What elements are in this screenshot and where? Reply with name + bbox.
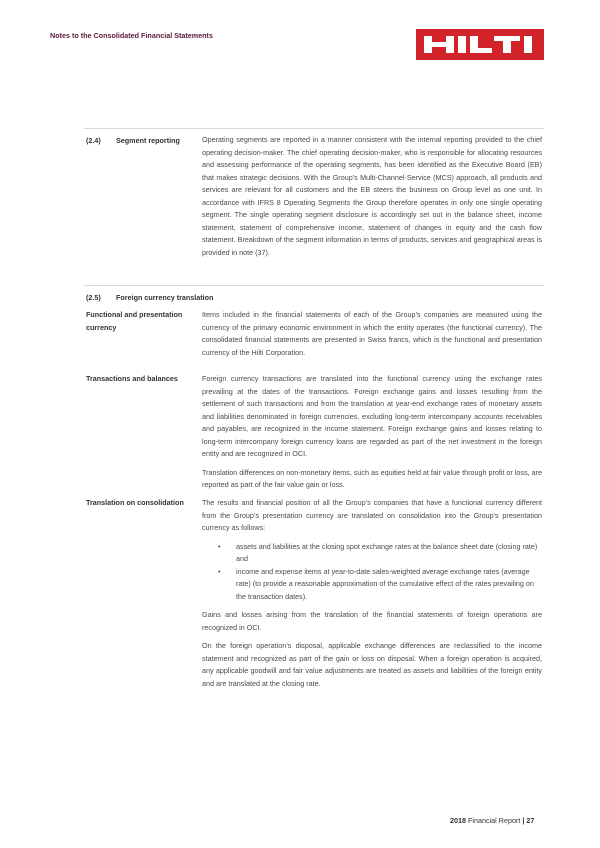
paragraph: Gains and losses arising from the translation of the financial statements of foreign operations are recognized in OCI. <box>202 610 542 632</box>
bullet-text: income and expense items at year-to-date sales-weighted average exchange rates (average rate) (to provide a reasonable approximation of the cumulative effect of the rates prevailing on the transaction dates). <box>236 566 534 601</box>
page-number: 27 <box>524 816 535 825</box>
subsection-title: Functional and presentation currency <box>86 310 183 332</box>
section-body <box>202 134 542 265</box>
section-title: Foreign currency translation <box>116 293 214 302</box>
section-divider <box>84 128 544 129</box>
header-title: Notes to the Consolidated Financial Statements <box>50 31 213 40</box>
footer-separator: | <box>522 816 525 825</box>
bullet-list <box>202 541 542 604</box>
page-footer <box>450 816 534 825</box>
paragraph: The results and financial position of all the Group’s companies that have a functional currency different from the Group’s presentation currency are translated on consolidation into the Group’s presentation currency as follows: <box>202 498 542 532</box>
bullet-item <box>202 541 542 566</box>
paragraph: On the foreign operation’s disposal, applicable exchange differences are reclassified to the income statement and recognized as part of the gain or loss on disposal. When a foreign operation is acquired, any applicable goodwill and fair value adjustments are treated as assets and liabilities of the foreign entity and are translated at the closing rate. <box>202 641 542 688</box>
subsection-title: Transactions and balances <box>86 374 178 383</box>
paragraph: Translation differences on non-monetary items, such as equities held at fair value through profit or loss, are reported as part of the fair value gain or loss. <box>202 467 542 489</box>
bullet-item <box>202 566 542 604</box>
hilti-logo <box>416 29 544 60</box>
section-number: (2.5) <box>86 293 101 302</box>
paragraph: Items included in the financial statements of each of the Group’s companies are measured using the currency of the primary economic environment in which the entity operates (the functional currency). The consolidated financial statements are presented in Swiss francs, which is the functional and presentation currency of the Hilti Corporation. <box>202 310 542 357</box>
bullet-icon: • <box>218 541 221 551</box>
bullet-icon: • <box>218 566 221 576</box>
subsection-title: Translation on consolidation <box>86 498 184 507</box>
subsection-body <box>202 373 542 498</box>
paragraph: Operating segments are reported in a manner consistent with the internal reporting provided to the chief operating decision-maker. The chief operating decision-maker, who is responsible for allocating resources and assessing performance of the operating segments, has been identified as the Executive Board (EB) that makes strategic decisions. With the Group’s Multi-Channel-Service (MCS) approach, all products and services are relevant for all customers and the EB steers the business on Group level as one unit. In accordance with IFRS 8 Operating Segments the Group therefore operates in only one single operating segment. The single operating segment disclosure is accordingly set out in the balance sheet, income statement, statement of comprehensive income, statement of changes in equity and the cash flow statement. Breakdown of the segment information in terms of products, services and geographical areas is provided in note (37). <box>202 135 542 257</box>
section-title: Segment reporting <box>116 136 180 145</box>
footer-year: 2018 <box>450 816 466 825</box>
footer-label: Financial Report <box>466 816 523 825</box>
subsection-body <box>202 309 542 365</box>
subsection-body <box>202 497 542 696</box>
section-divider <box>84 285 544 286</box>
hilti-logo-icon <box>424 36 536 53</box>
section-number: (2.4) <box>86 136 101 145</box>
paragraph: Foreign currency transactions are translated into the functional currency using the exchange rates prevailing at the dates of the transactions. Foreign exchange gains and losses resulting from the settlement of such transactions and from the translation at year-end exchange rates of monetary assets and liabilities denominated in foreign currencies, excluding long-term intercompany accounts receivables and payables, are recognized in the income statement. Foreign exchange gains and losses relating to long-term intercompany foreign currency loans are regarded as part of the net investment in the foreign entity and are recognized in OCI. <box>202 374 542 458</box>
bullet-text: assets and liabilities at the closing spot exchange rates at the balance sheet date (closing rate) and <box>236 541 538 563</box>
